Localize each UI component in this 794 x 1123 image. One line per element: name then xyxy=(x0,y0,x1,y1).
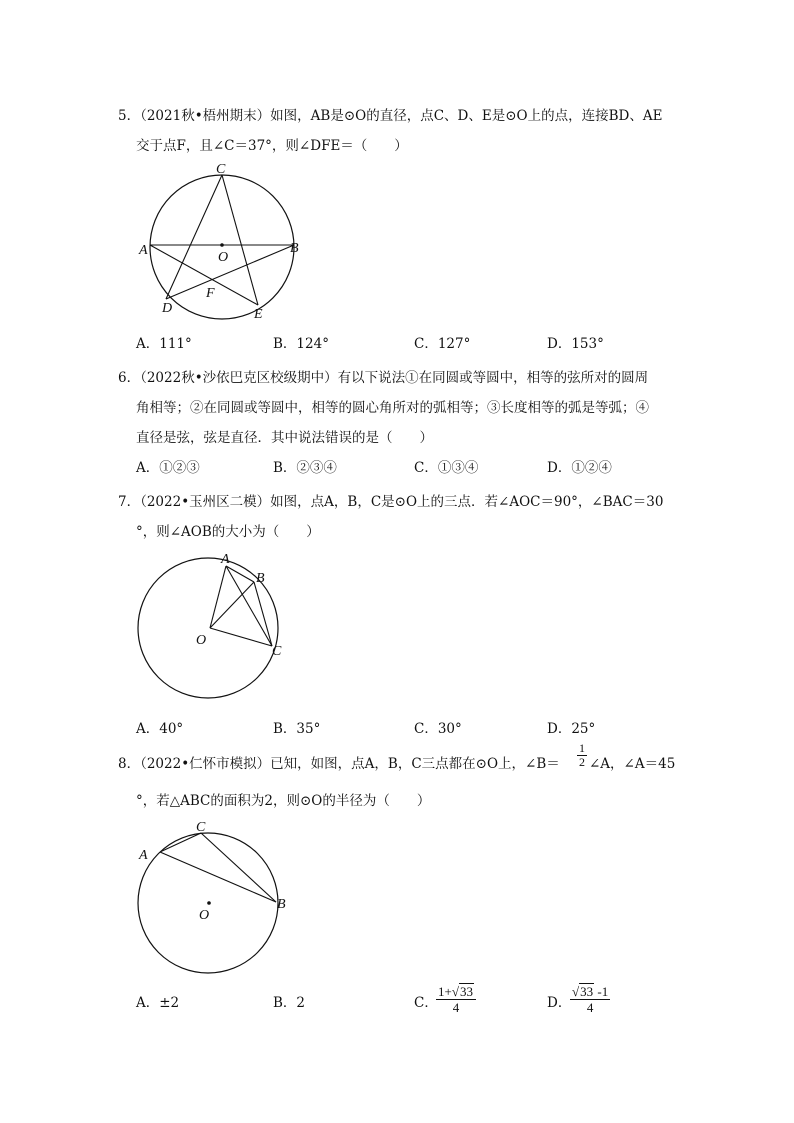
q8-figure xyxy=(130,815,300,985)
q5-label-o: O xyxy=(218,250,229,265)
q8-fraction-numerator: 1 xyxy=(579,741,585,755)
q8-option-c[interactable]: C． xyxy=(414,995,438,1011)
q8-stem-line2: °，若△ABC的面积为2，则⊙O的半径为（ ） xyxy=(136,793,431,809)
q8-label-o: O xyxy=(199,908,210,923)
q5-option-c[interactable]: C．127° xyxy=(414,336,471,352)
q7-label-b: B xyxy=(256,571,265,586)
q5-label-b: B xyxy=(290,241,299,256)
q7-figure xyxy=(130,548,290,708)
q8-option-b[interactable]: B．2 xyxy=(273,995,306,1011)
q7-option-d[interactable]: D．25° xyxy=(547,721,596,737)
q6-option-a[interactable]: A．①②③ xyxy=(136,460,200,476)
q8-fraction-denominator: 2 xyxy=(579,755,585,769)
q8-option-d-num-suffix: -1 xyxy=(594,984,609,999)
q8-option-d-denominator: 4 xyxy=(586,1000,594,1015)
q8-stem-line1-end: ∠A，∠A＝45 xyxy=(589,756,676,772)
q7-label-a: A xyxy=(221,552,230,567)
q5-option-d[interactable]: D．153° xyxy=(547,336,604,352)
q7-stem-line1: 7．（2022•玉州区二模）如图，点A，B，C是⊙O上的三点．若∠AOC＝90°，∠BAC＝30 xyxy=(118,494,664,510)
q8-option-d-fraction[interactable] xyxy=(570,984,610,1015)
q5-option-a[interactable]: A．111° xyxy=(136,336,192,352)
q6-option-b[interactable]: B．②③④ xyxy=(273,460,337,476)
q8-option-d-radicand: 33 xyxy=(580,984,594,999)
q5-option-b[interactable]: B．124° xyxy=(273,336,329,352)
q8-option-d[interactable]: D． xyxy=(547,995,572,1011)
q8-option-c-num-prefix: 1+ xyxy=(438,984,452,999)
q8-option-c-numerator: 1+√33 xyxy=(436,984,476,1000)
q7-option-b[interactable]: B．35° xyxy=(273,721,321,737)
q8-option-c-radicand: 33 xyxy=(459,984,473,999)
q7-label-c: C xyxy=(272,644,282,659)
q5-stem-line2: 交于点F，且∠C＝37°，则∠DFE＝（ ） xyxy=(136,138,408,154)
q5-stem-line1: 5．（2021秋•梧州期末）如图，AB是⊙O的直径，点C、D、E是⊙O上的点，连接BD、AE xyxy=(118,108,663,124)
q6-stem-line3: 直径是弦，弦是直径．其中说法错误的是（ ） xyxy=(136,430,433,446)
q8-label-c: C xyxy=(196,820,206,835)
q7-stem-line2: °，则∠AOB的大小为（ ） xyxy=(136,524,320,540)
q8-stem-line1-start: 8．（2022•仁怀市模拟）已知，如图，点A，B，C三点都在⊙O上，∠B＝ xyxy=(118,756,560,772)
q8-option-a[interactable]: A．±2 xyxy=(136,995,180,1011)
q8-option-d-numerator: √33 -1 xyxy=(572,984,609,999)
q5-label-d: D xyxy=(162,301,173,316)
q6-stem-line1: 6．（2022秋•沙依巴克区校级期中）有以下说法①在同圆或等圆中，相等的弦所对的圆周 xyxy=(118,370,649,386)
q6-stem-line2: 角相等；②在同圆或等圆中，相等的圆心角所对的弧相等；③长度相等的弧是等弧；④ xyxy=(136,400,649,416)
q8-label-b: B xyxy=(277,897,286,912)
q5-label-f: F xyxy=(206,286,215,301)
q6-option-c[interactable]: C．①③④ xyxy=(414,460,479,476)
q7-option-c[interactable]: C．30° xyxy=(414,721,462,737)
q5-label-a: A xyxy=(139,243,148,258)
q7-label-o: O xyxy=(196,633,207,648)
q8-option-c-fraction[interactable] xyxy=(436,984,476,1015)
q5-label-e: E xyxy=(254,307,263,322)
q7-option-a[interactable]: A．40° xyxy=(136,721,184,737)
q5-label-c: C xyxy=(216,162,226,177)
q8-fraction-one-half xyxy=(577,742,587,769)
q6-option-d[interactable]: D．①②④ xyxy=(547,460,612,476)
q5-figure xyxy=(130,155,320,330)
q8-option-c-denominator: 4 xyxy=(452,1000,460,1015)
q8-label-a: A xyxy=(139,848,148,863)
